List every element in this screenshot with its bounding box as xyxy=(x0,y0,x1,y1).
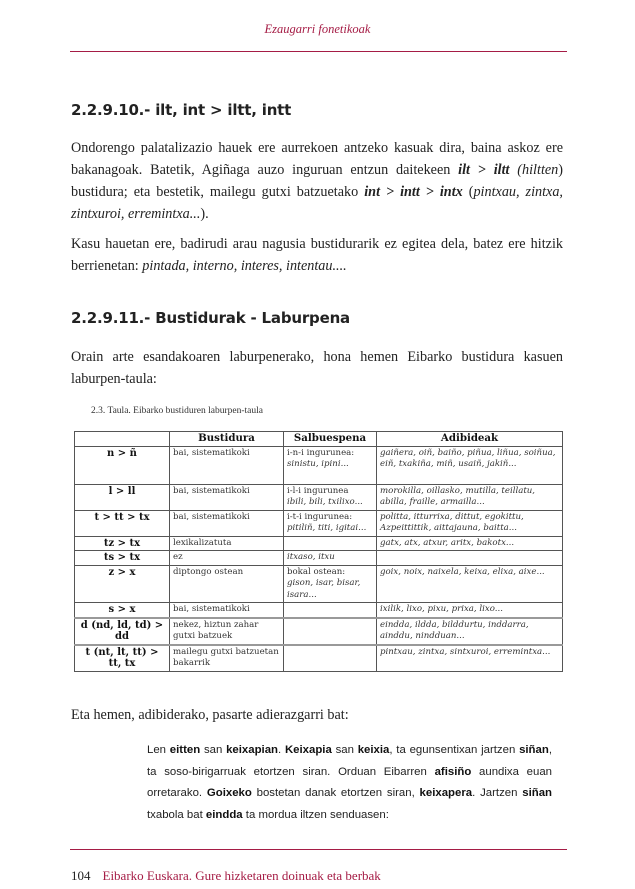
bustidura-cell: bai, sistematikoki xyxy=(170,484,284,510)
rule-cell: ts > tx xyxy=(75,551,170,566)
rule-cell: tz > tx xyxy=(75,536,170,551)
bold-term: int > intt > intx xyxy=(364,184,463,200)
book-title: Eibarko Euskara. Gure hizketaren doinuak eta berbak xyxy=(102,868,381,883)
quote-bold-word: eindda xyxy=(205,808,243,821)
quote-bold-word: afisiño xyxy=(434,765,472,778)
bustidura-cell: nekez, hiztun zahar gutxi batzuek xyxy=(170,618,284,645)
salbuespena-label: i-l-i ingurunea xyxy=(287,485,349,496)
quote-text: Len xyxy=(147,744,170,756)
table-row xyxy=(75,536,563,551)
rule-cell: l > ll xyxy=(75,484,170,510)
salbuespena-cell xyxy=(284,645,377,672)
quote-bold-word: siñan xyxy=(519,744,549,756)
quote-text: , ta soso-birigarruak etortzen siran. Orduan Eibarren xyxy=(147,744,552,778)
rule-cell: n > ñ xyxy=(75,446,170,484)
table-row xyxy=(75,446,563,484)
text-span: Ondorengo palatalizazio hauek ere aurrekoen antzeko kasuak dira, baina askoz ere bakanagoak. Batetik, Agiñaga auzo inguruan entzun daitekeen xyxy=(71,140,563,178)
adibideak-cell: pintxau, zintxa, sintxuroi, erremintxa... xyxy=(377,645,563,672)
adibideak-cell: goix, noix, naixela, keixa, elixa, aixe... xyxy=(377,565,563,603)
table-row xyxy=(75,510,563,536)
quote-bold-word: Keixapia xyxy=(284,744,332,756)
salbuespena-label: i-t-i ingurunea: xyxy=(287,511,353,522)
salbuespena-cell xyxy=(284,603,377,618)
italic-example: pintxau, zintxa, zintxuroi, erremintxa... xyxy=(71,184,563,222)
header-cell-bustidura: Bustidura xyxy=(170,432,284,447)
rule-cell: t (nt, lt, tt) > tt, tx xyxy=(75,645,170,672)
bustidura-cell: bai, sistematikoki xyxy=(170,446,284,484)
salbuespena-examples: gison, isar, bisar, isara... xyxy=(287,578,361,600)
header-divider xyxy=(70,51,567,52)
text-span: Kasu hauetan ere, badirudi arau nagusia bustidurarik ez egitea dela, batez ere hitzik berrienetan: xyxy=(71,236,563,274)
salbuespena-cell xyxy=(284,536,377,551)
adibideak-cell: ixilik, lixo, pixu, prixa, lixo... xyxy=(377,603,563,618)
quote-bold-word: keixapian xyxy=(226,744,278,756)
salbuespena-cell xyxy=(284,484,377,510)
rule-cell: z > x xyxy=(75,565,170,603)
block-quote xyxy=(147,740,552,826)
table-row xyxy=(75,603,563,618)
italic-example: (hiltten xyxy=(509,162,559,178)
table-caption: 2.3. Taula. Eibarko bustiduren laburpen-taula xyxy=(91,406,263,416)
salbuespena-examples: pitiliñ, titi, igitai... xyxy=(287,523,367,533)
paragraph-exceptions xyxy=(71,233,563,277)
quote-text: , ta egunsentixan jartzen xyxy=(389,744,520,756)
quote-text: ta mordua iltzen senduasen: xyxy=(242,808,389,821)
salbuespena-examples: ibili, bili, txilixo... xyxy=(287,497,363,507)
table-header-row xyxy=(75,432,563,447)
salbuespena-examples: sinistu, ipini... xyxy=(287,459,349,469)
italic-example: pintada, interno, interes, intentau.... xyxy=(142,258,347,274)
quote-text: san xyxy=(200,744,227,756)
quote-bold-word: keixia xyxy=(357,744,390,756)
quote-text: . Jartzen xyxy=(472,787,523,799)
quote-bold-word: siñan xyxy=(522,787,552,799)
salbuespena-cell xyxy=(284,510,377,536)
quote-text: . xyxy=(278,744,285,756)
text-span: ) bustidura; eta bestetik, mailegu gutxi batzuetako xyxy=(71,162,564,200)
quote-text: aundixa euan orretarako. xyxy=(147,765,552,799)
table-row xyxy=(75,645,563,672)
quote-bold-word: keixapera xyxy=(419,787,473,799)
table-row xyxy=(75,565,563,603)
table-row xyxy=(75,618,563,645)
salbuespena-label: bokal ostean: xyxy=(287,566,346,577)
page-number: 104 xyxy=(71,868,91,883)
header-cell-salbuespena: Salbuespena xyxy=(284,432,377,447)
bustidura-cell: mailegu gutxi batzuetan bakarrik xyxy=(170,645,284,672)
quote-bold-word: Goixeko xyxy=(206,787,252,799)
salbuespena-cell xyxy=(284,618,377,645)
adibideak-cell xyxy=(377,551,563,566)
table-row xyxy=(75,551,563,566)
header-cell-empty xyxy=(75,432,170,447)
adibideak-cell: eindda, ildda, bilddurtu, inddarra, ainddu, nindduan... xyxy=(377,618,563,645)
bustidura-cell: bai, sistematikoki xyxy=(170,603,284,618)
bustidura-cell: diptongo ostean xyxy=(170,565,284,603)
text-span: ). xyxy=(200,206,209,222)
bold-term: ilt > iltt xyxy=(458,162,510,178)
rule-cell: s > x xyxy=(75,603,170,618)
running-header: Ezaugarri fonetikoak xyxy=(264,22,371,36)
text-span: ( xyxy=(462,184,474,200)
salbuespena-cell xyxy=(284,446,377,484)
adibideak-cell: morokilla, oillasko, mutilla, teillatu, abilla, fraille, armailla... xyxy=(377,484,563,510)
salbuespena-label: i-n-i ingurunea: xyxy=(287,447,355,458)
quote-text: san xyxy=(331,744,358,756)
quote-bold-word: eitten xyxy=(169,744,201,756)
section-heading-summary: 2.2.9.11.- Bustidurak - Laburpena xyxy=(71,309,350,327)
bustidura-cell: bai, sistematikoki xyxy=(170,510,284,536)
page-footer xyxy=(71,868,381,884)
section-heading-ilt-int: 2.2.9.10.- ilt, int > iltt, intt xyxy=(71,101,292,119)
rule-cell: t > tt > tx xyxy=(75,510,170,536)
footer-divider xyxy=(70,849,567,850)
rule-cell: d (nd, ld, td) > dd xyxy=(75,618,170,645)
quote-text: txabola bat xyxy=(147,808,206,821)
quote-text: bostetan danak etortzen siran, xyxy=(251,787,420,799)
salbuespena-cell: itxaso, itxu xyxy=(284,551,377,566)
paragraph-palatalization xyxy=(71,137,563,225)
salbuespena-cell xyxy=(284,565,377,603)
paragraph-summary-intro: Orain arte esandakoaren laburpenerako, hona hemen Eibarko bustidura kasuen laburpen-taula: xyxy=(71,349,563,387)
bustidura-cell: lexikalizatuta xyxy=(170,536,284,551)
summary-table xyxy=(74,431,563,672)
adibideak-cell: politta, itturrixa, dittut, egokittu, Azpeittittik, aittajauna, baitta... xyxy=(377,510,563,536)
adibideak-cell: gatx, atx, atxur, aritx, bakotx... xyxy=(377,536,563,551)
paragraph-example-intro: Eta hemen, adibiderako, pasarte adierazgarri bat: xyxy=(71,707,349,723)
header-cell-adibideak: Adibideak xyxy=(377,432,563,447)
table-row xyxy=(75,484,563,510)
adibideak-cell: gaiñera, oiñ, baiño, piñua, liñua, soiñua, eiñ, txakiña, miñ, usaiñ, jakiñ... xyxy=(377,446,563,484)
bustidura-cell: ez xyxy=(170,551,284,566)
